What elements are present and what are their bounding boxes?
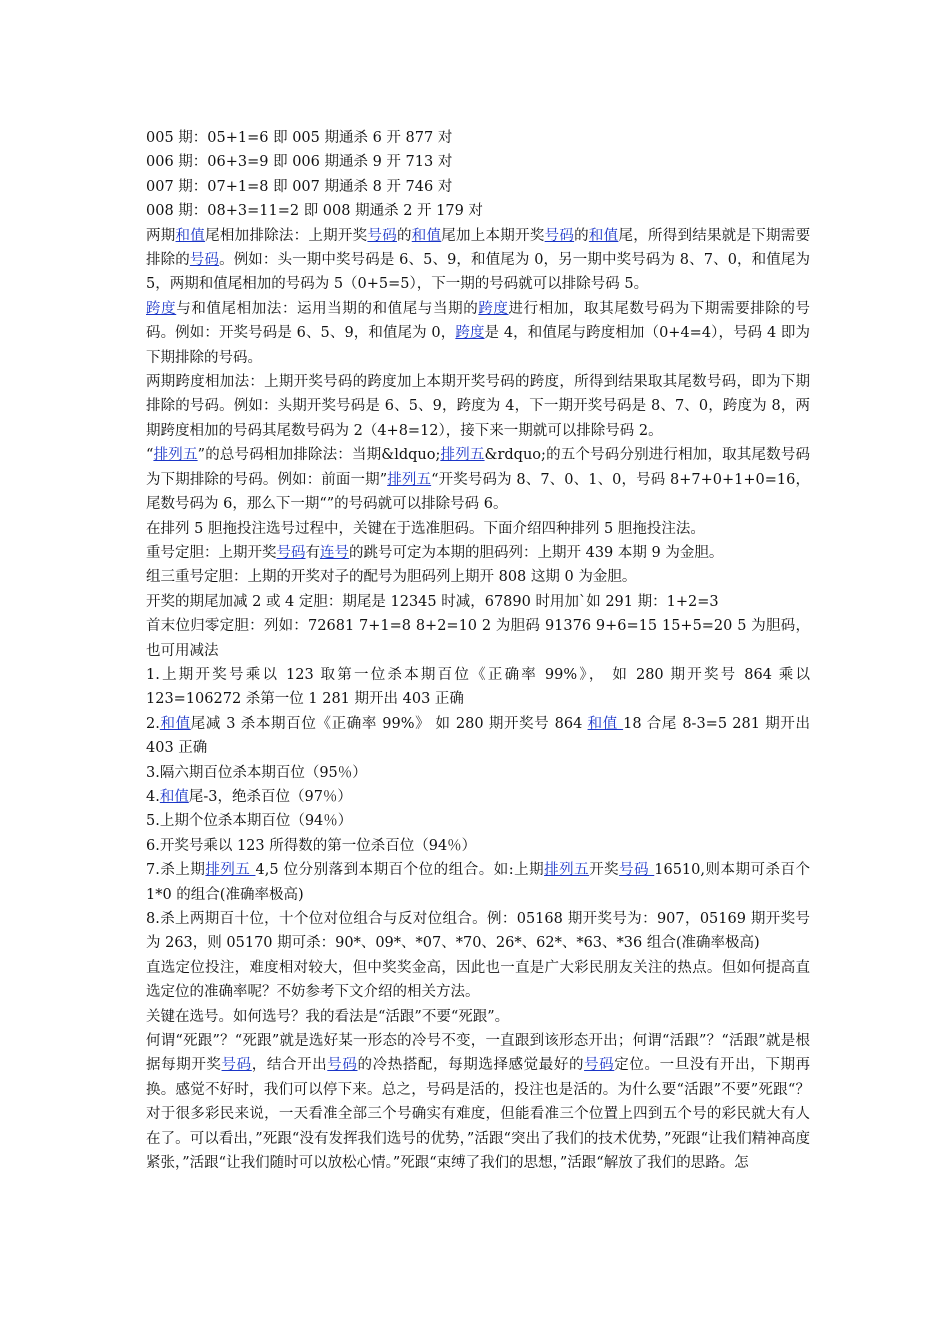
text-run: 是 4，和值尾与跨度相加（0+4=4），号码 4 即为下期排除的号码。 bbox=[146, 325, 810, 366]
text-run: 首末位归零定胆：列如：72681 7+1=8 8+2=10 2 为胆码 91376 9+6=15 15+5=20 5 为胆码，也可用减法 bbox=[146, 618, 810, 659]
paragraph bbox=[146, 224, 810, 297]
paragraph bbox=[146, 517, 810, 541]
text-run: 进行相加，取其尾数号码为下期需要排除的号码。例如：开奖号码是 6、5、9，和值尾为 0， bbox=[146, 300, 811, 342]
text-run: 重号定胆：上期开奖 bbox=[146, 544, 277, 561]
text-run: 尾减 3 杀本期百位《正确率 99%》 如 280 期开奖号 864 bbox=[190, 715, 588, 732]
paragraph bbox=[146, 590, 810, 614]
text-run: 尾相加排除法：上期开奖 bbox=[205, 227, 368, 244]
keyword-link[interactable]: 和值 bbox=[411, 227, 442, 244]
text-run: 两期 bbox=[146, 227, 176, 244]
text-run: 4,5 位分别落到本期百个位的组合。如:上期 bbox=[255, 862, 545, 879]
paragraph bbox=[146, 297, 810, 370]
text-run: 。例如：头一期中奖号码是 6、5、9，和值尾为 0，另一期中奖号码为 8、7、0，和值尾为 5，两期和值尾相加的号码为 5（0+5=5），下一期的号码就可以排除号码 5。 bbox=[146, 252, 811, 293]
keyword-link[interactable]: 号码 bbox=[276, 544, 306, 561]
paragraph bbox=[146, 785, 810, 809]
paragraph bbox=[146, 150, 810, 174]
keyword-link[interactable]: 和值 bbox=[175, 227, 206, 244]
text-run: 开奖的期尾加减 2 或 4 定胆：期尾是 12345 时减，67890 时用加`如 291 期：1+2=3 bbox=[146, 593, 719, 610]
paragraph bbox=[146, 1029, 810, 1175]
text-run: 尾，所得到结果就是下期需要排除的 bbox=[146, 227, 811, 269]
paragraph bbox=[146, 834, 810, 858]
paragraph bbox=[146, 370, 810, 443]
text-run: 尾加上本期开奖 bbox=[441, 227, 545, 244]
text-run: 1.上期开奖号乘以 123 取第一位杀本期百位《正确率 99%》， 如 280 期开奖号 864 乘以 123=106272 杀第一位 1 281 期开出 403 正确 bbox=[146, 666, 810, 708]
text-run: 组三重号定胆：上期的开奖对子的配号为胆码列上期开 808 这期 0 为金胆。 bbox=[146, 569, 637, 586]
text-run: 006 期：06+3=9 即 006 期通杀 9 开 713 对 bbox=[146, 154, 453, 171]
text-run: 008 期：08+3=11=2 即 008 期通杀 2 开 179 对 bbox=[146, 203, 483, 220]
keyword-link[interactable]: 号码 bbox=[544, 227, 575, 244]
text-run: 16510,则本期可杀百个 1*0 的组合(准确率极高) bbox=[146, 862, 811, 903]
text-run: ，结合开出 bbox=[251, 1057, 328, 1074]
keyword-link[interactable]: 跨度 bbox=[146, 300, 177, 317]
text-run: 8.杀上两期百十位，十个位对位组合与反对位组合。例：05168 期开奖号为：907，05169 期开奖号为 263，则 05170 期可杀：90*、09*、*07、*70、26*、62*、*63、*36 组合(准确率极高) bbox=[146, 911, 810, 952]
keyword-link[interactable]: 排列五 bbox=[153, 447, 198, 464]
keyword-link[interactable]: 号码 bbox=[327, 1057, 358, 1074]
text-run: 007 期：07+1=8 即 007 期通杀 8 开 746 对 bbox=[146, 178, 453, 195]
text-run: 的跳号可定为本期的胆码列：上期开 439 本期 9 为金胆。 bbox=[349, 544, 724, 561]
keyword-link[interactable]: 和值 bbox=[587, 715, 624, 732]
keyword-link[interactable]: 号码 bbox=[367, 227, 397, 244]
text-run: “开奖号码为 8、7、0、1、0，号码 8+7+0+1+0=16，尾数号码为 6，那么下一期“”的号码就可以排除号码 6。 bbox=[146, 471, 810, 513]
paragraph bbox=[146, 956, 810, 1005]
text-run: 在排列 5 胆拖投注选号过程中，关键在于选准胆码。下面介绍四种排列 5 胆拖投注法。 bbox=[146, 520, 705, 537]
text-run: 6.开奖号乘以 123 所得数的第一位杀百位（94％） bbox=[146, 837, 477, 854]
paragraph bbox=[146, 761, 810, 785]
paragraph bbox=[146, 126, 810, 150]
keyword-link[interactable]: 号码 bbox=[189, 252, 220, 269]
keyword-link[interactable]: 排列五 bbox=[205, 862, 256, 879]
text-run: ”的总号码相加排除法：当期&ldquo; bbox=[197, 447, 441, 464]
text-run: 两期跨度相加法：上期开奖号码的跨度加上本期开奖号码的跨度，所得到结果取其尾数号码，即为下期排除的号码。例如：头期开奖号码是 6、5、9，跨度为 4，下一期开奖号码是 8、7、0，跨度为 8，两期跨度相加的号码其尾数号码为 2（4+8=12），接下来一期就可以排除号码 2。 bbox=[146, 374, 810, 439]
text-run: &rdquo;的五个号码分别进行相加，取其尾数号码为下期排除的号码。例如：前面一期” bbox=[146, 447, 811, 488]
keyword-link[interactable]: 排列五 bbox=[440, 447, 485, 464]
paragraph bbox=[146, 809, 810, 833]
text-run: 5.上期个位杀本期百位（94％） bbox=[146, 813, 353, 830]
text-run: 7.杀上期 bbox=[146, 862, 206, 879]
text-run: 直选定位投注，难度相对较大，但中奖奖金高，因此也一直是广大彩民朋友关注的热点。但如何提高直选定位的准确率呢？不妨参考下文介绍的相关方法。 bbox=[146, 959, 810, 1001]
keyword-link[interactable]: 排列五 bbox=[387, 471, 432, 488]
keyword-link[interactable]: 和值 bbox=[159, 788, 189, 805]
keyword-link[interactable]: 和值 bbox=[159, 715, 191, 732]
text-run: 何谓“死跟”？“死跟”就是选好某一形态的冷号不变，一直跟到该形态开出；何谓“活跟”？“活跟”就是根据每期开奖 bbox=[146, 1033, 810, 1074]
paragraph bbox=[146, 614, 810, 663]
document-body bbox=[146, 126, 810, 1175]
keyword-link[interactable]: 号码 bbox=[584, 1057, 615, 1074]
text-run: 与和值尾相加法：运用当期的和值尾与当期的 bbox=[176, 300, 479, 317]
text-run: 的 bbox=[574, 227, 589, 244]
text-run: 尾-3，绝杀百位（97％） bbox=[188, 788, 352, 805]
text-run: 有 bbox=[305, 544, 320, 561]
keyword-link[interactable]: 跨度 bbox=[455, 325, 485, 342]
paragraph bbox=[146, 541, 810, 565]
paragraph bbox=[146, 663, 810, 712]
text-run: 的 bbox=[396, 227, 412, 244]
paragraph bbox=[146, 175, 810, 199]
text-run: “ bbox=[146, 447, 154, 464]
keyword-link[interactable]: 连号 bbox=[320, 544, 349, 561]
paragraph bbox=[146, 907, 810, 956]
paragraph bbox=[146, 858, 810, 907]
text-run: 005 期：05+1=6 即 005 期通杀 6 开 877 对 bbox=[146, 130, 453, 146]
keyword-link[interactable]: 号码 bbox=[619, 862, 655, 879]
text-run: 的冷热搭配，每期选择感觉最好的 bbox=[357, 1057, 585, 1074]
text-run: 3.隔六期百位杀本期百位（95％） bbox=[146, 764, 367, 781]
text-run: 2. bbox=[146, 715, 160, 732]
text-run: 18 合尾 8-3=5 281 期开出 403 正确 bbox=[146, 715, 810, 757]
text-run: 关键在选号。如何选号？我的看法是“活跟”不要“死跟”。 bbox=[146, 1008, 510, 1025]
paragraph bbox=[146, 712, 810, 761]
text-run: 定位。一旦没有开出，下期再换。感觉不好时，我们可以停下来。总之，号码是活的，投注也是活的。为什么要“活跟”不要”死跟“？对于很多彩民来说，一天看准全部三个号确实有难度，但能看准三个位置上四到五个号的彩民就大有人在了。可以看出，”死跟“没有发挥我们选号的优势，”活跟“突出了我们的技术优势，”死跟“让我们精神高度紧张，”活跟“让我们随时可以放松心情。”死跟“束缚了我们的思想，”活跟“解放了我们的思路。怎 bbox=[146, 1057, 811, 1172]
keyword-link[interactable]: 和值 bbox=[588, 227, 619, 244]
paragraph bbox=[146, 443, 810, 516]
keyword-link[interactable]: 跨度 bbox=[478, 300, 509, 317]
paragraph bbox=[146, 1005, 810, 1029]
keyword-link[interactable]: 排列五 bbox=[544, 862, 590, 879]
text-run: 开奖 bbox=[589, 862, 620, 879]
paragraph bbox=[146, 199, 810, 223]
paragraph bbox=[146, 565, 810, 589]
text-run: 4. bbox=[146, 788, 160, 805]
keyword-link[interactable]: 号码 bbox=[221, 1057, 252, 1074]
